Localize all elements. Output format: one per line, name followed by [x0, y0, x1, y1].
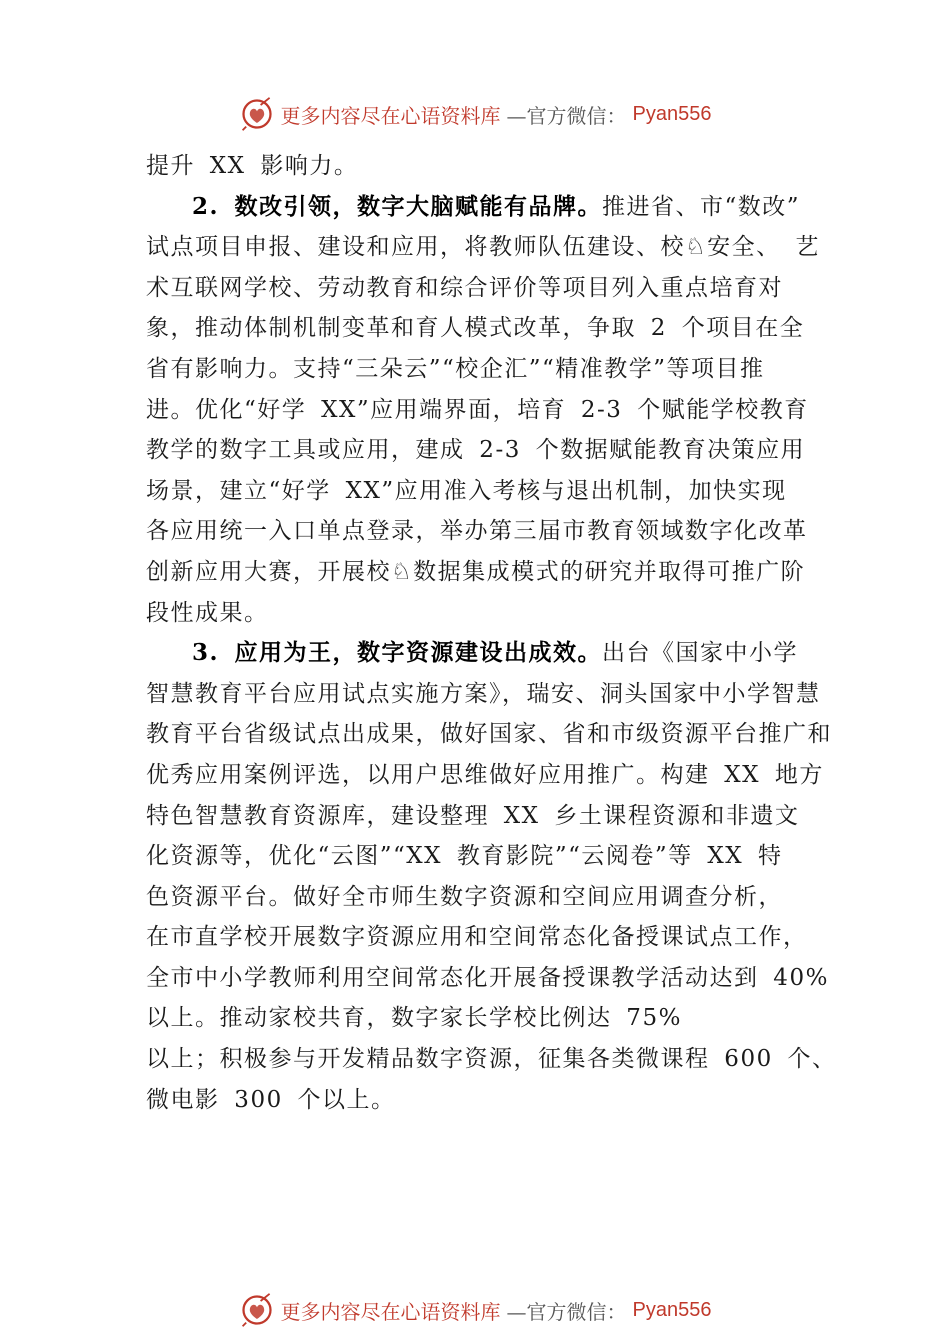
text-line: 教育平台省级试点出成果，做好国家、省和市级资源平台推广和 — [146, 721, 832, 748]
text-line: 以上；积极参与开发精品数字资源，征集各类微课程 600 个、 — [146, 1046, 837, 1073]
text-line: 在市直学校开展数字资源应用和空间常态化备授课试点工作， — [146, 924, 808, 951]
text-line: 提升 XX 影响力。 — [146, 153, 359, 179]
heart-pen-logo-icon — [239, 96, 275, 132]
banner-wechat-id: Pyan556 — [632, 102, 712, 125]
text-line: 术互联网学校、劳动教育和综合评价等项目列入重点培育对 — [146, 274, 783, 301]
item-3-lead: 出台《国家中小学 — [602, 640, 799, 667]
heart-pen-logo-icon — [239, 1292, 275, 1328]
text-line: 场景，建立“好学 XX”应用准入考核与退出机制，加快实现 — [146, 477, 787, 504]
text-line: 试点项目申报、建设和应用，将教师队伍建设、校♘安全、 艺 — [146, 234, 820, 261]
banner-main-text: 更多内容尽在心语资料库 — [280, 103, 501, 128]
text-line: 创新应用大赛，开展校♘数据集成模式的研究并取得可推广阶 — [146, 558, 806, 585]
item-3-title: 应用为王，数字资源建设出成效。 — [234, 639, 603, 667]
header-watermark-banner — [0, 92, 950, 136]
text-line: 以上。推动家校共育，数字家长学校比例达 75% — [146, 1005, 682, 1032]
banner-main-text: 更多内容尽在心语资料库 — [280, 1299, 501, 1324]
item-2-heading-line — [146, 187, 826, 228]
item-2-number: 2. — [192, 192, 235, 220]
text-line: 微电影 300 个以上。 — [146, 1086, 396, 1113]
text-line: 进。优化“好学 XX”应用端界面，培育 2-3 个赋能学校教育 — [146, 396, 809, 423]
text-line: 各应用统一入口单点登录，举办第三届市教育领域数字化改革 — [146, 518, 808, 545]
document-body — [146, 146, 837, 1120]
text-line: 化资源等，优化“云图”“XX 教育影院”“云阅卷”等 XX 特 — [146, 843, 783, 870]
text-line: 色资源平台。做好全市师生数字资源和空间应用调查分析， — [146, 883, 783, 910]
item-3-number: 3. — [192, 639, 235, 667]
text-line: 特色智慧教育资源库，建设整理 XX 乡土课程资源和非遗文 — [146, 802, 800, 829]
text-line: 象，推动体制机制变革和育人模式改革，争取 2 个项目在全 — [146, 315, 805, 342]
item-3-heading-line — [146, 633, 826, 674]
text-line: 段性成果。 — [146, 599, 269, 626]
text-line: 优秀应用案例评选，以用户思维做好应用推广。构建 XX 地方 — [146, 761, 824, 788]
footer-watermark-banner — [0, 1288, 950, 1332]
item-2-lead: 推进省、市“数改” — [602, 193, 801, 220]
banner-wechat-id: Pyan556 — [632, 1298, 712, 1321]
text-line: 省有影响力。支持“三朵云”“校企汇”“精准教学”等项目推 — [146, 355, 765, 382]
banner-separator-text: —官方微信： — [506, 103, 627, 128]
text-line: 教学的数字工具或应用，建成 2-3 个数据赋能教育决策应用 — [146, 437, 806, 464]
text-line: 智慧教育平台应用试点实施方案》，瑞安、洞头国家中小学智慧 — [146, 680, 821, 707]
banner-separator-text: —官方微信： — [506, 1299, 627, 1324]
text-line: 全市中小学教师利用空间常态化开展备授课教学活动达到 40% — [146, 964, 829, 991]
item-2-title: 数改引领，数字大脑赋能有品牌。 — [234, 192, 603, 220]
